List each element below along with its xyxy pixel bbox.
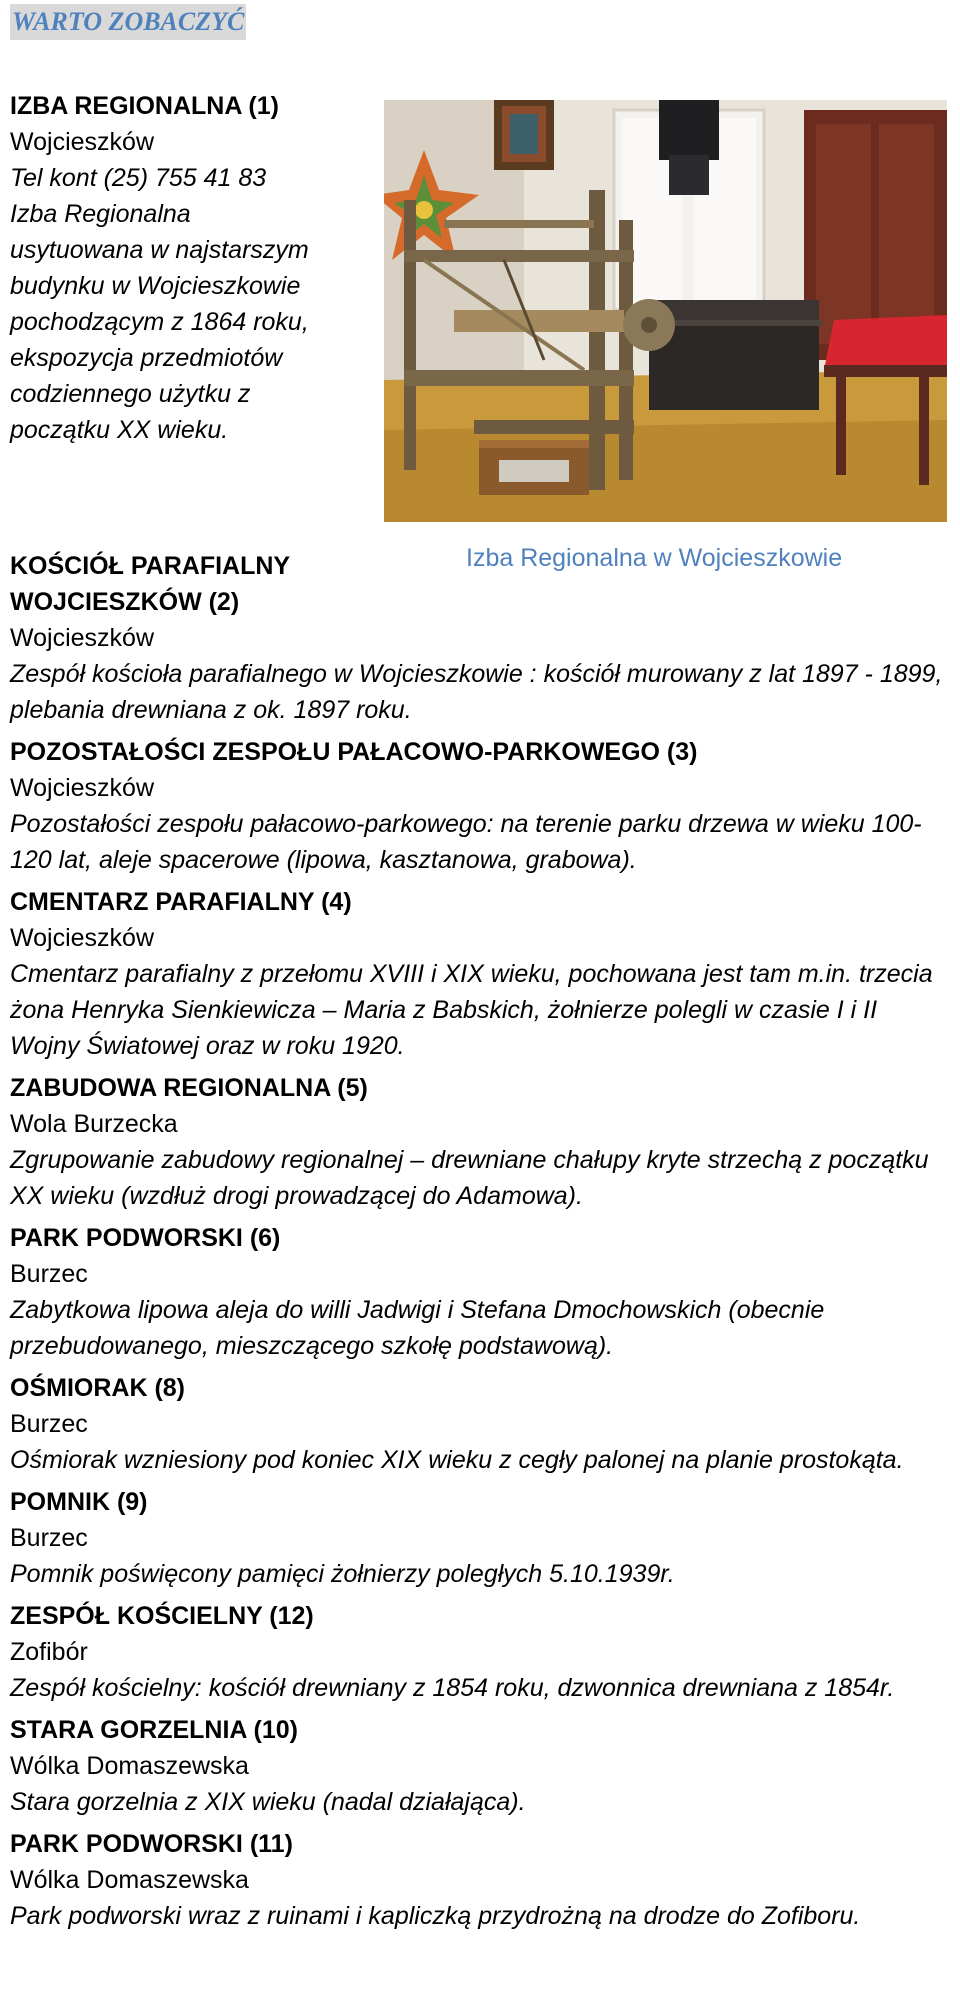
- section-desc: Zespół kościelny: kościół drewniany z 1854 roku, dzwonnica drewniana z 1854r.: [10, 1674, 895, 1702]
- section-item: [10, 884, 945, 1064]
- section-desc: Zespół kościoła parafialnego w Wojcieszkowie : kościół murowany z lat 1897 - 1899, plebania drewniana z ok. 1897 roku.: [10, 660, 943, 724]
- section-desc: Cmentarz parafialny z przełomu XVIII i XIX wieku, pochowana jest tam m.in. trzecia żona Henryka Sienkiewicza – Maria z Babskich, żołnierze polegli w czasie I i II Wojny Światowej oraz w roku 1920.: [10, 960, 933, 1060]
- izba-desc-line: pochodzącym z 1864 roku,: [10, 308, 309, 336]
- section-place: Burzec: [10, 1524, 88, 1552]
- section-item: [10, 1826, 945, 1934]
- section-item: [10, 1220, 945, 1364]
- izba-photo: [384, 100, 947, 522]
- izba-desc-line: budynku w Wojcieszkowie: [10, 272, 301, 300]
- section-title: ZESPÓŁ KOŚCIELNY (12): [10, 1602, 314, 1630]
- page-title: WARTO ZOBACZYĆ: [10, 4, 246, 40]
- section-place: Burzec: [10, 1260, 88, 1288]
- section-place: Wojcieszków: [10, 128, 155, 156]
- sections-list: [10, 620, 945, 1940]
- church-section-title: [10, 548, 440, 620]
- section-place: Wojcieszków: [10, 624, 155, 652]
- section-phone: Tel kont (25) 755 41 83: [10, 164, 267, 192]
- izba-desc-line: codziennego użytku z: [10, 380, 251, 408]
- section-item: [10, 1484, 945, 1592]
- section-title-line: KOŚCIÓŁ PARAFIALNY: [10, 552, 291, 580]
- izba-desc-line: Izba Regionalna: [10, 200, 191, 228]
- izba-desc-line: ekspozycja przedmiotów: [10, 344, 283, 372]
- section-desc: Zabytkowa lipowa aleja do willi Jadwigi i Stefana Dmochowskich (obecnie przebudowanego, mieszczącego szkołę podstawową).: [10, 1296, 825, 1360]
- section-title: POZOSTAŁOŚCI ZESPOŁU PAŁACOWO-PARKOWEGO (3): [10, 738, 698, 766]
- section-title-line: WOJCIESZKÓW (2): [10, 588, 240, 616]
- section-title: PARK PODWORSKI (11): [10, 1830, 293, 1858]
- section-place: Wola Burzecka: [10, 1110, 178, 1138]
- photo-caption: Izba Regionalna w Wojcieszkowie: [466, 544, 843, 572]
- section-title: PARK PODWORSKI (6): [10, 1224, 281, 1252]
- izba-desc-line: usytuowana w najstarszym: [10, 236, 309, 264]
- section-place: Wólka Domaszewska: [10, 1752, 249, 1780]
- section-title: OŚMIORAK (8): [10, 1374, 185, 1402]
- section-place: Wojcieszków: [10, 924, 155, 952]
- section-item: [10, 734, 945, 878]
- section-place: Burzec: [10, 1410, 88, 1438]
- section-item: [10, 1370, 945, 1478]
- section-title: POMNIK (9): [10, 1488, 148, 1516]
- section-desc: Pozostałości zespołu pałacowo-parkowego: na terenie parku drzewa w wieku 100-120 lat, aleje spacerowe (lipowa, kasztanowa, grabowa).: [10, 810, 922, 874]
- izba-section: [10, 88, 380, 448]
- izba-desc-line: początku XX wieku.: [10, 416, 229, 444]
- section-desc: Pomnik poświęcony pamięci żołnierzy poległych 5.10.1939r.: [10, 1560, 675, 1588]
- section-place: Wojcieszków: [10, 774, 155, 802]
- section-title: ZABUDOWA REGIONALNA (5): [10, 1074, 368, 1102]
- section-item: [10, 1070, 945, 1214]
- section-title: STARA GORZELNIA (10): [10, 1716, 298, 1744]
- section-place: Zofibór: [10, 1638, 88, 1666]
- section-desc: Park podworski wraz z ruinami i kapliczką przydrożną na drodze do Zofiboru.: [10, 1902, 861, 1930]
- section-title: IZBA REGIONALNA (1): [10, 92, 279, 120]
- section-desc: Stara gorzelnia z XIX wieku (nadal działająca).: [10, 1788, 526, 1816]
- section-item: [10, 1598, 945, 1706]
- section-title: CMENTARZ PARAFIALNY (4): [10, 888, 352, 916]
- section-item: [10, 1712, 945, 1820]
- section-place: Wólka Domaszewska: [10, 1866, 249, 1894]
- section-desc: Ośmiorak wzniesiony pod koniec XIX wieku z cegły palonej na planie prostokąta.: [10, 1446, 904, 1474]
- section-item: [10, 620, 945, 728]
- section-desc: Zgrupowanie zabudowy regionalnej – drewniane chałupy kryte strzechą z początku XX wieku (wzdłuż drogi prowadzącej do Adamowa).: [10, 1146, 929, 1210]
